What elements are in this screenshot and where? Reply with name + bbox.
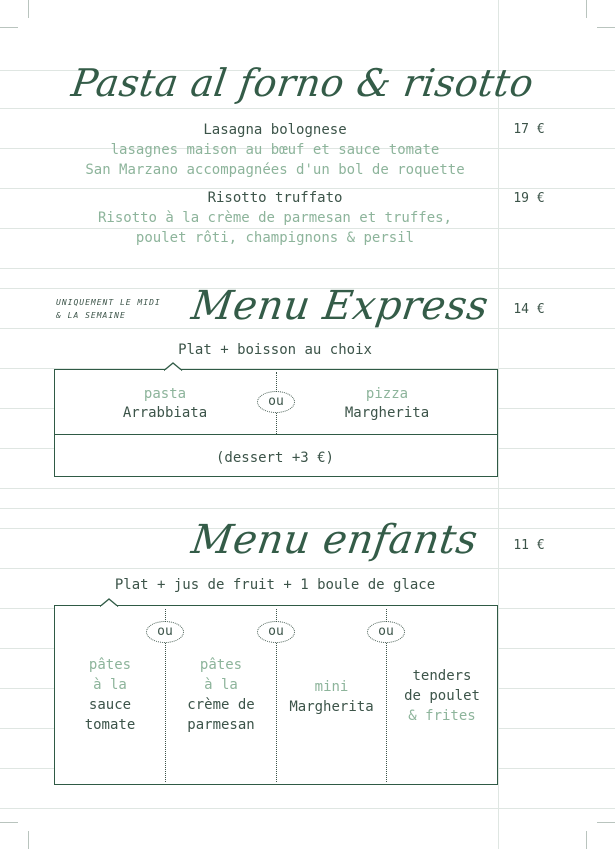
kids-option-text: Margherita (289, 699, 374, 715)
ruled-line (0, 488, 615, 489)
kids-section-title: Menu enfants (188, 517, 481, 563)
kids-price: 11 € (513, 538, 545, 553)
dish-name: Risotto truffato (207, 190, 343, 206)
express-price: 14 € (513, 302, 545, 317)
kids-option-text: crème de (187, 697, 255, 713)
or-separator: ou (367, 621, 405, 643)
kids-formula: Plat + jus de fruit + 1 boule de glace (114, 577, 436, 593)
kids-option-text: & frites (408, 708, 476, 724)
kids-option-text: tenders (412, 668, 472, 684)
dish-description: San Marzano accompagnées d'un bol de roquette (85, 162, 465, 178)
ruled-line (0, 108, 615, 109)
speech-notch (100, 598, 122, 608)
crop-mark (28, 831, 29, 849)
dish-description: Risotto à la crème de parmesan et truffes, (97, 210, 452, 226)
crop-mark (597, 822, 615, 823)
dish-description: lasagnes maison au bœuf et sauce tomate (110, 142, 440, 158)
dessert-option: (dessert +3 €) (215, 450, 334, 466)
kids-option-text: à la (204, 677, 238, 693)
kids-option-text: à la (93, 677, 127, 693)
kids-option-text: de poulet (404, 688, 480, 704)
availability-note: UNIQUEMENT LE MIDI (56, 298, 161, 307)
dish-name: Lasagna bolognese (203, 122, 347, 138)
express-formula: Plat + boisson au choix (178, 342, 372, 358)
kids-option-text: tomate (84, 717, 136, 733)
crop-mark (0, 27, 18, 28)
dish-price: 17 € (513, 122, 545, 137)
or-separator: ou (257, 621, 295, 643)
crop-mark (586, 831, 587, 849)
pasta-section-title: Pasta al forno & risotto (68, 61, 537, 105)
crop-mark (28, 0, 29, 18)
dish-price: 19 € (513, 191, 545, 206)
kids-option-text: pâtes (199, 657, 243, 673)
option-category: pizza (365, 386, 409, 402)
kids-option-text: parmesan (187, 717, 255, 733)
option-name: Margherita (344, 405, 430, 421)
or-separator: ou (257, 391, 295, 413)
express-section-title: Menu Express (188, 283, 492, 329)
or-separator: ou (146, 621, 184, 643)
ruled-line (0, 508, 615, 509)
dish-description: poulet rôti, champignons & persil (135, 230, 415, 246)
kids-option-text: sauce (88, 697, 132, 713)
option-name: Arrabbiata (122, 405, 208, 421)
ruled-line (0, 568, 615, 569)
crop-mark (586, 0, 587, 18)
crop-mark (597, 27, 615, 28)
ruled-line (0, 808, 615, 809)
kids-option-text: pâtes (88, 657, 132, 673)
option-category: pasta (143, 386, 187, 402)
speech-notch (164, 362, 186, 372)
ruled-line (0, 268, 615, 269)
kids-option-text: mini (314, 679, 349, 695)
divider (54, 434, 498, 435)
crop-mark (0, 822, 18, 823)
availability-note: & LA SEMAINE (56, 311, 126, 320)
